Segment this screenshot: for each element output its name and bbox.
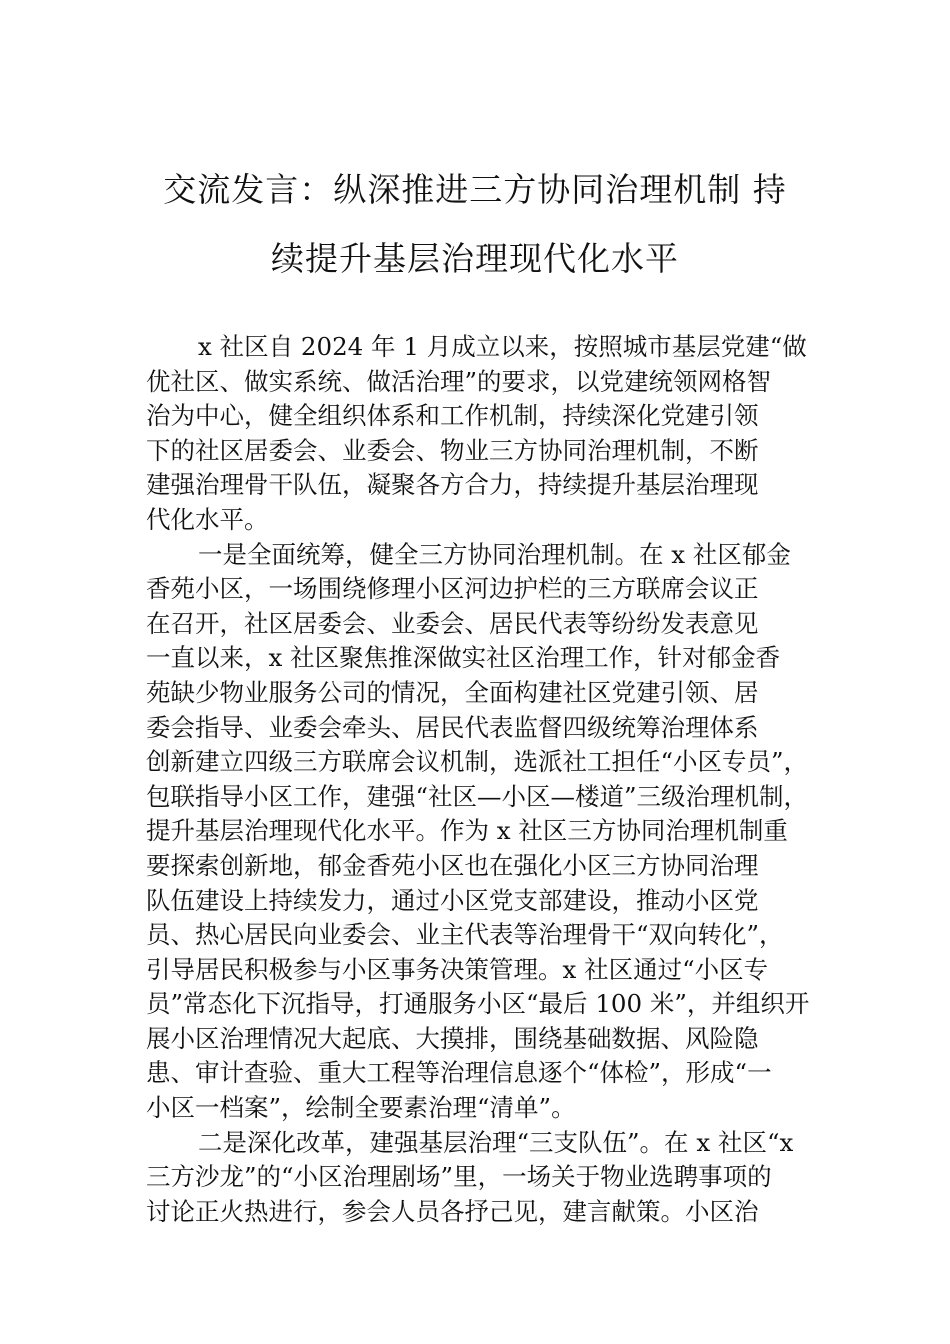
paragraph-line: 一直以来，x 社区聚焦推深做实社区治理工作，针对郁金香 [146, 643, 781, 673]
paragraph-line: x 社区自 2024 年 1 月成立以来，按照城市基层党建“做 [198, 332, 807, 361]
paragraph-line: 患、审计查验、重大工程等治理信息逐个“体检”，形成“一 [146, 1058, 772, 1088]
paragraph-line: 讨论正火热进行，参会人员各抒己见，建言献策。小区治 [146, 1196, 759, 1226]
paragraph-line: 在召开，社区居委会、业委会、居民代表等纷纷发表意见 [146, 608, 759, 638]
paragraph-line: 包联指导小区工作，建强“社区—小区—楼道”三级治理机制， [146, 781, 809, 811]
paragraph-line: 治为中心，健全组织体系和工作机制，持续深化党建引领 [146, 401, 759, 431]
paragraph-line: 队伍建设上持续发力，通过小区党支部建设，推动小区党 [146, 885, 759, 915]
paragraph-line: 一是全面统筹，健全三方协同治理机制。在 x 社区郁金 [198, 539, 791, 569]
paragraph-line: 二是深化改革，建强基层治理“三支队伍”。在 x 社区“x [198, 1127, 794, 1157]
paragraph-line: 提升基层治理现代化水平。作为 x 社区三方协同治理机制重 [146, 816, 788, 846]
paragraph-line: 展小区治理情况大起底、大摸排，围绕基础数据、风险隐 [146, 1023, 759, 1053]
paragraph-line: 委会指导、业委会牵头、居民代表监督四级统筹治理体系 [146, 712, 759, 742]
paragraph-line: 代化水平。 [146, 504, 269, 534]
document-body [146, 330, 810, 1229]
paragraph-line: 香苑小区，一场围绕修理小区河边护栏的三方联席会议正 [146, 574, 759, 604]
paragraph-line: 小区一档案”，绘制全要素治理“清单”。 [146, 1093, 576, 1123]
paragraph-line: 优社区、做实系统、做活治理”的要求，以党建统领网格智 [146, 366, 772, 396]
document-title-line-1: 交流发言：纵深推进三方协同治理机制 持 [163, 170, 787, 209]
paragraph-line: 苑缺少物业服务公司的情况，全面构建社区党建引领、居 [146, 677, 759, 707]
paragraph-line: 员、热心居民向业委会、业主代表等治理骨干“双向转化”， [146, 920, 784, 950]
document-title-line-2: 续提升基层治理现代化水平 [271, 239, 679, 278]
paragraph-line: 员”常态化下沉指导，打通服务小区“最后 100 米”，并组织开 [146, 989, 810, 1019]
paragraph-line: 引导居民积极参与小区事务决策管理。x 社区通过“小区专 [146, 954, 769, 984]
paragraph-line: 下的社区居委会、业委会、物业三方协同治理机制，不断 [146, 435, 759, 465]
paragraph-line: 三方沙龙”的“小区治理剧场”里，一场关于物业选聘事项的 [146, 1162, 772, 1192]
paragraph-line: 创新建立四级三方联席会议机制，选派社工担任“小区专员”， [146, 747, 809, 777]
paragraph-line: 要探索创新地，郁金香苑小区也在强化小区三方协同治理 [146, 850, 759, 880]
paragraph-line: 建强治理骨干队伍，凝聚各方合力，持续提升基层治理现 [146, 470, 759, 500]
